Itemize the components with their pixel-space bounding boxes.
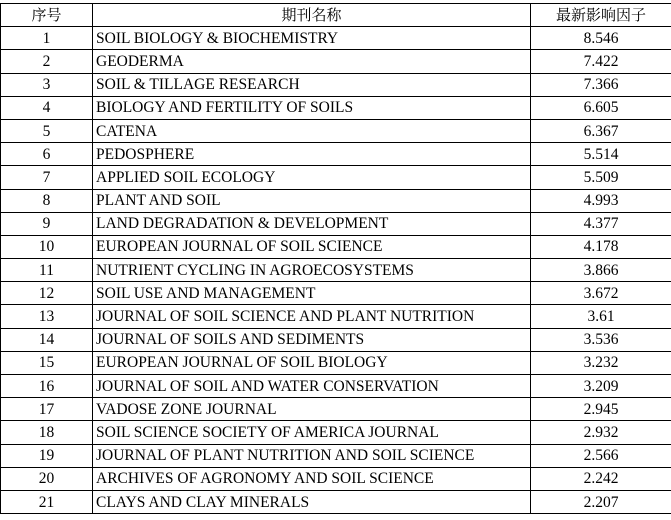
row-impact-factor: 3.209 xyxy=(531,375,671,398)
header-journal-name: 期刊名称 xyxy=(93,4,531,27)
row-journal-name: APPLIED SOIL ECOLOGY xyxy=(93,166,531,189)
row-impact-factor: 3.232 xyxy=(531,351,671,374)
table-row xyxy=(1,27,671,50)
row-index: 18 xyxy=(1,421,93,444)
row-impact-factor: 5.514 xyxy=(531,143,671,166)
row-journal-name: PLANT AND SOIL xyxy=(93,189,531,212)
row-impact-factor: 2.207 xyxy=(531,490,671,513)
table-row xyxy=(1,73,671,96)
row-journal-name: NUTRIENT CYCLING IN AGROECOSYSTEMS xyxy=(93,259,531,282)
row-impact-factor: 6.367 xyxy=(531,119,671,142)
table-row xyxy=(1,305,671,328)
table-row xyxy=(1,96,671,119)
row-impact-factor: 4.178 xyxy=(531,235,671,258)
row-index: 9 xyxy=(1,212,93,235)
row-journal-name: BIOLOGY AND FERTILITY OF SOILS xyxy=(93,96,531,119)
row-index: 17 xyxy=(1,398,93,421)
row-impact-factor: 5.509 xyxy=(531,166,671,189)
row-index: 2 xyxy=(1,50,93,73)
journal-impact-table xyxy=(0,3,671,514)
row-journal-name: JOURNAL OF SOIL SCIENCE AND PLANT NUTRITION xyxy=(93,305,531,328)
row-index: 15 xyxy=(1,351,93,374)
row-journal-name: EUROPEAN JOURNAL OF SOIL SCIENCE xyxy=(93,235,531,258)
row-impact-factor: 3.672 xyxy=(531,282,671,305)
row-index: 16 xyxy=(1,375,93,398)
table-row xyxy=(1,212,671,235)
row-journal-name: ARCHIVES OF AGRONOMY AND SOIL SCIENCE xyxy=(93,467,531,490)
row-journal-name: CATENA xyxy=(93,119,531,142)
row-journal-name: PEDOSPHERE xyxy=(93,143,531,166)
table-row xyxy=(1,421,671,444)
table-row xyxy=(1,143,671,166)
row-impact-factor: 7.422 xyxy=(531,50,671,73)
table-row xyxy=(1,398,671,421)
row-impact-factor: 4.993 xyxy=(531,189,671,212)
row-journal-name: SOIL & TILLAGE RESEARCH xyxy=(93,73,531,96)
table-row xyxy=(1,375,671,398)
table-row xyxy=(1,490,671,513)
row-impact-factor: 2.242 xyxy=(531,467,671,490)
row-index: 5 xyxy=(1,119,93,142)
row-index: 11 xyxy=(1,259,93,282)
table-row xyxy=(1,444,671,467)
table-row xyxy=(1,166,671,189)
table-row xyxy=(1,351,671,374)
row-impact-factor: 4.377 xyxy=(531,212,671,235)
row-index: 14 xyxy=(1,328,93,351)
row-index: 6 xyxy=(1,143,93,166)
row-journal-name: EUROPEAN JOURNAL OF SOIL BIOLOGY xyxy=(93,351,531,374)
row-index: 13 xyxy=(1,305,93,328)
row-index: 10 xyxy=(1,235,93,258)
table-row xyxy=(1,119,671,142)
table-row xyxy=(1,259,671,282)
table-row xyxy=(1,235,671,258)
table-row xyxy=(1,189,671,212)
table-row xyxy=(1,282,671,305)
header-impact-factor: 最新影响因子 xyxy=(531,4,671,27)
row-journal-name: GEODERMA xyxy=(93,50,531,73)
row-index: 12 xyxy=(1,282,93,305)
row-journal-name: JOURNAL OF SOILS AND SEDIMENTS xyxy=(93,328,531,351)
row-impact-factor: 3.61 xyxy=(531,305,671,328)
row-index: 7 xyxy=(1,166,93,189)
table-row xyxy=(1,328,671,351)
row-journal-name: SOIL BIOLOGY & BIOCHEMISTRY xyxy=(93,27,531,50)
table-body xyxy=(1,27,671,514)
row-index: 8 xyxy=(1,189,93,212)
row-journal-name: SOIL USE AND MANAGEMENT xyxy=(93,282,531,305)
table-row xyxy=(1,467,671,490)
row-journal-name: JOURNAL OF PLANT NUTRITION AND SOIL SCIENCE xyxy=(93,444,531,467)
row-index: 3 xyxy=(1,73,93,96)
row-impact-factor: 2.945 xyxy=(531,398,671,421)
row-impact-factor: 3.536 xyxy=(531,328,671,351)
row-impact-factor: 7.366 xyxy=(531,73,671,96)
row-index: 19 xyxy=(1,444,93,467)
row-impact-factor: 8.546 xyxy=(531,27,671,50)
header-index: 序号 xyxy=(1,4,93,27)
row-journal-name: LAND DEGRADATION & DEVELOPMENT xyxy=(93,212,531,235)
row-journal-name: CLAYS AND CLAY MINERALS xyxy=(93,490,531,513)
row-impact-factor: 6.605 xyxy=(531,96,671,119)
table-row xyxy=(1,50,671,73)
row-impact-factor: 2.566 xyxy=(531,444,671,467)
row-journal-name: VADOSE ZONE JOURNAL xyxy=(93,398,531,421)
row-index: 21 xyxy=(1,490,93,513)
row-index: 20 xyxy=(1,467,93,490)
header-row xyxy=(1,4,671,27)
row-index: 1 xyxy=(1,27,93,50)
row-impact-factor: 2.932 xyxy=(531,421,671,444)
row-journal-name: SOIL SCIENCE SOCIETY OF AMERICA JOURNAL xyxy=(93,421,531,444)
row-impact-factor: 3.866 xyxy=(531,259,671,282)
row-index: 4 xyxy=(1,96,93,119)
row-journal-name: JOURNAL OF SOIL AND WATER CONSERVATION xyxy=(93,375,531,398)
